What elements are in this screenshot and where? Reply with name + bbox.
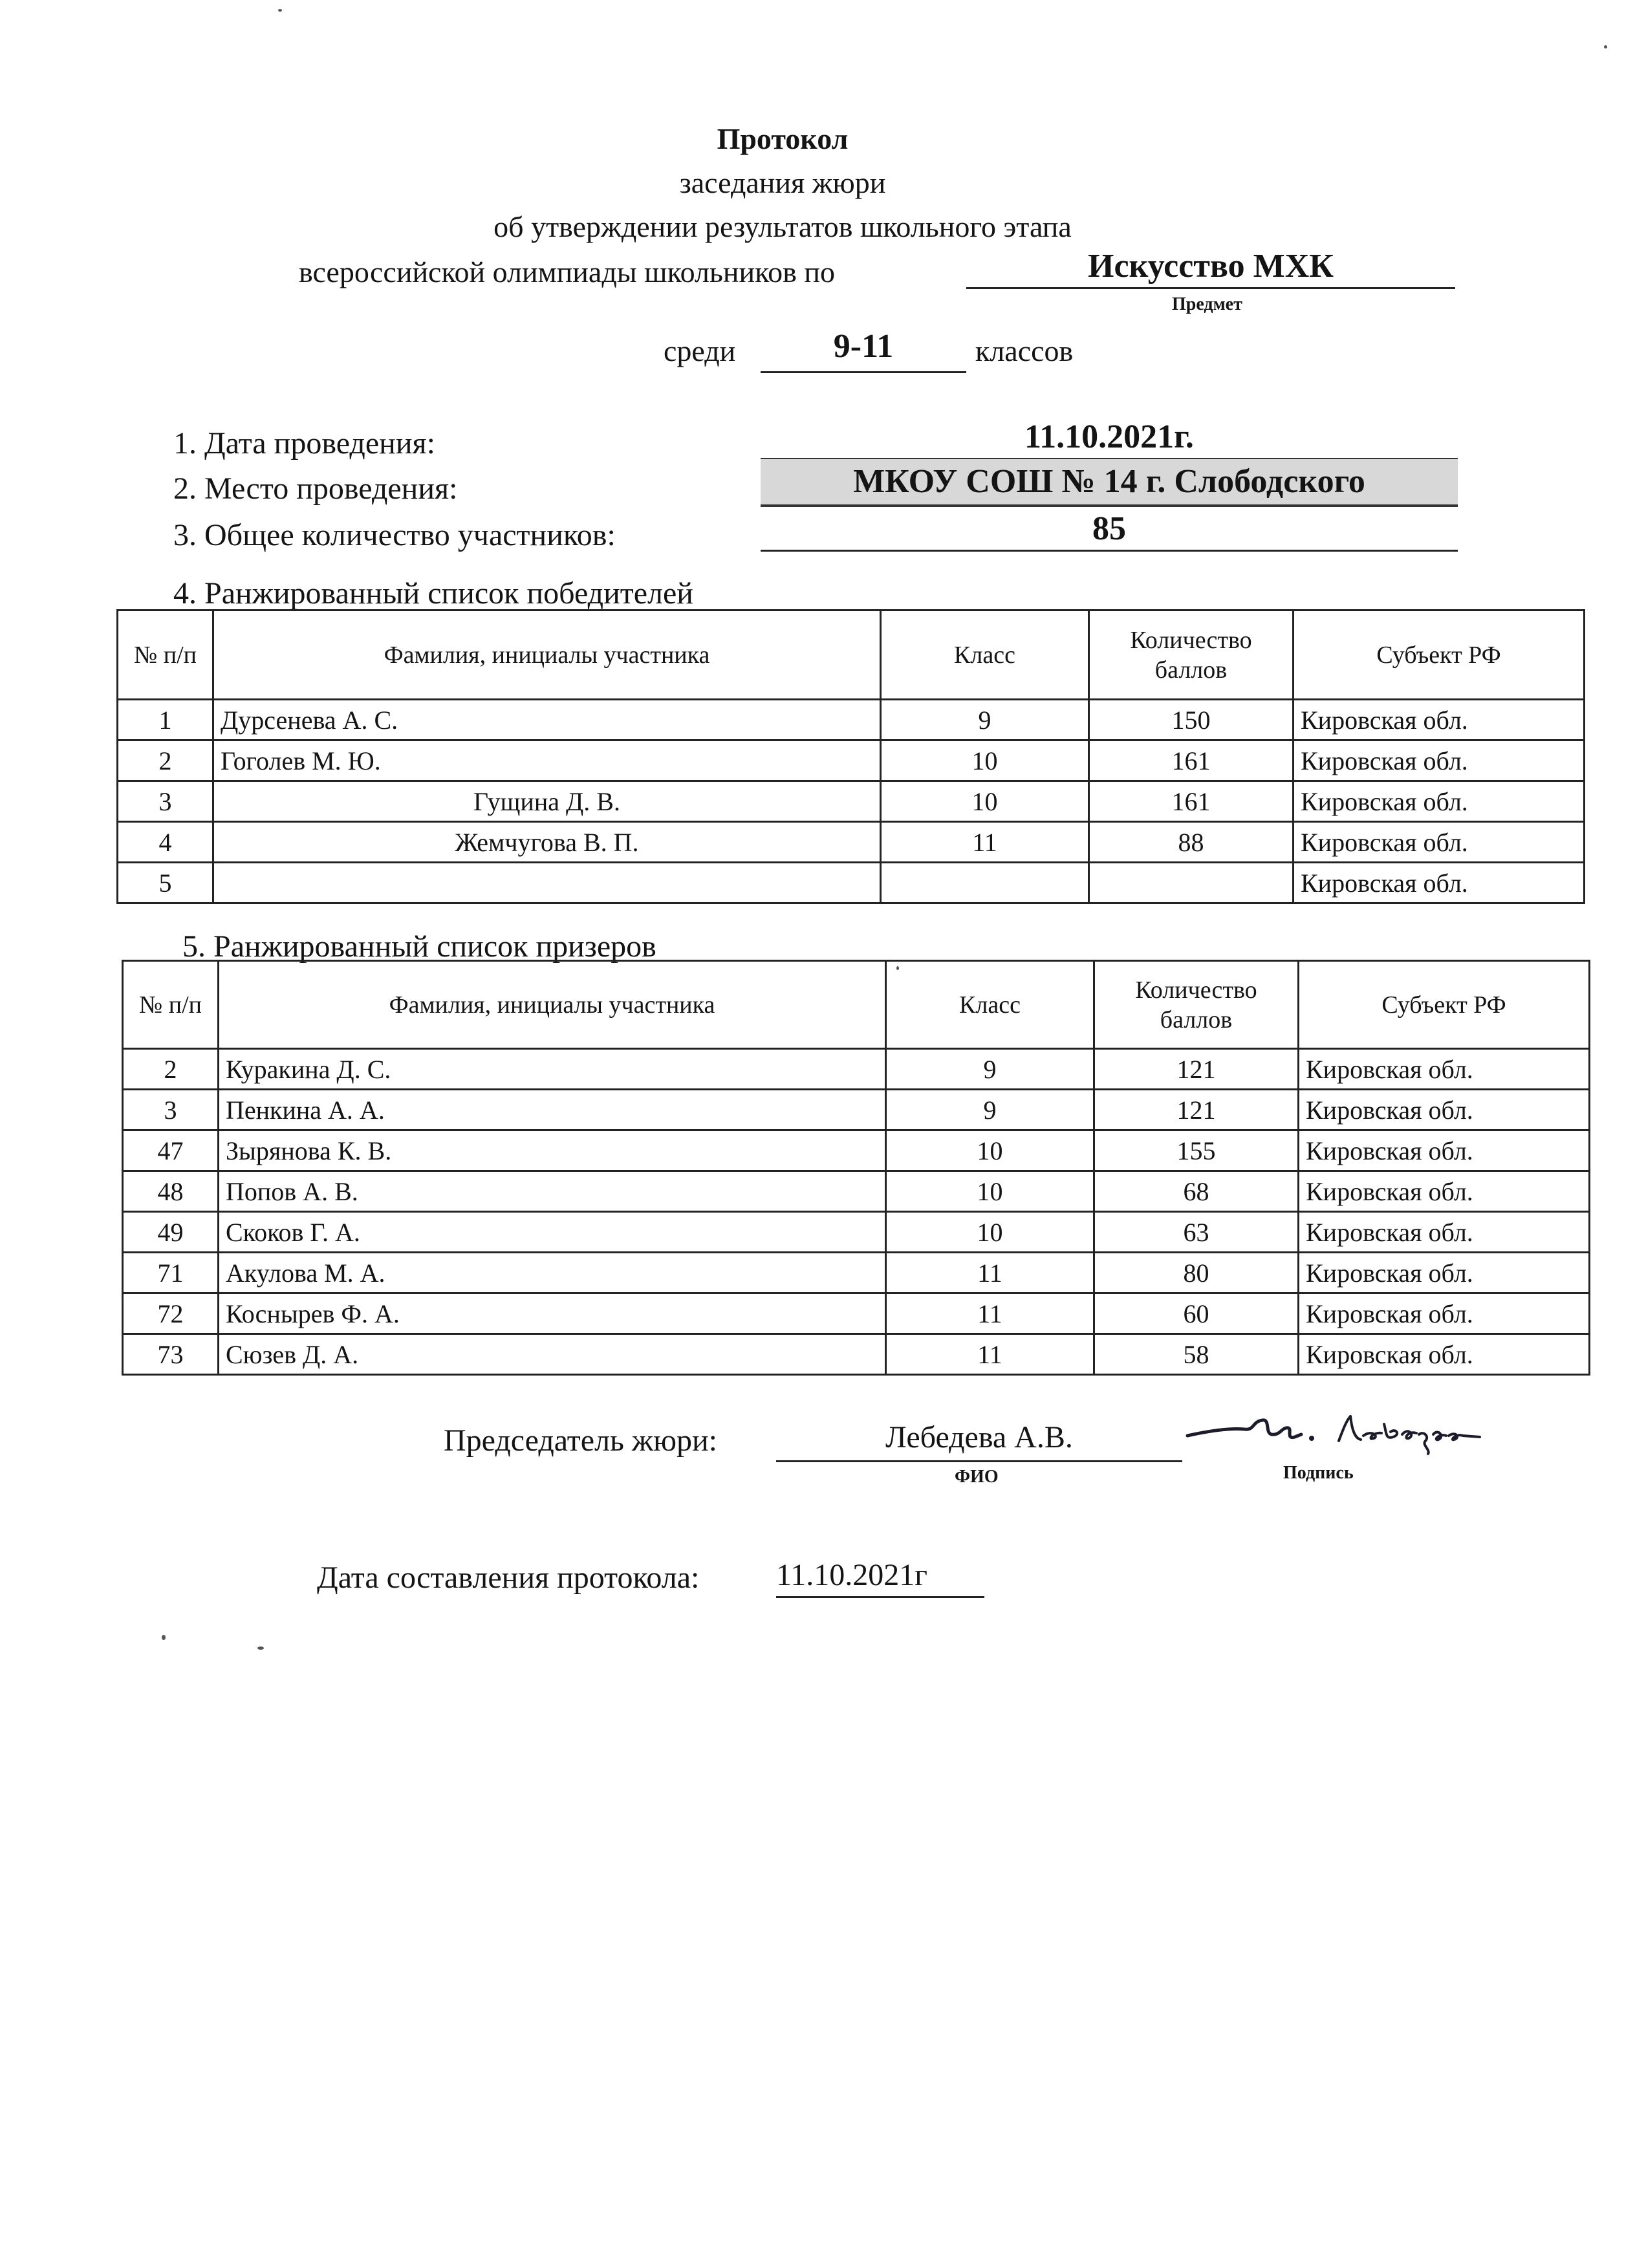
compiled-label: Дата составления протокола: — [317, 1561, 700, 1595]
scan-speck — [278, 9, 282, 12]
scan-speck — [162, 1635, 166, 1640]
prizewinners-header-row — [123, 961, 1590, 1049]
scan-speck — [257, 1647, 264, 1650]
participant-name: Зырянова К. В. — [219, 1130, 886, 1171]
participant-name: Куракина Д. С. — [219, 1049, 886, 1090]
table-row — [123, 1334, 1590, 1375]
participant-region: Кировская обл. — [1299, 1253, 1590, 1293]
participant-grade: 10 — [886, 1171, 1094, 1212]
subject-value: Искусство МХК — [966, 246, 1455, 289]
participant-name: Дурсенева А. С. — [213, 700, 881, 740]
participant-score: 150 — [1089, 700, 1294, 740]
row-number: 5 — [118, 863, 213, 903]
row-number: 48 — [123, 1171, 219, 1212]
table-row — [123, 1090, 1590, 1130]
participant-name: Коснырев Ф. А. — [219, 1293, 886, 1334]
winners-table — [116, 609, 1585, 904]
participant-name: Гущина Д. В. — [213, 781, 881, 822]
participant-score: 68 — [1094, 1171, 1299, 1212]
table-row — [123, 1293, 1590, 1334]
row-number: 73 — [123, 1334, 219, 1375]
row-number: 71 — [123, 1253, 219, 1293]
chair-label: Председатель жюри: — [444, 1423, 717, 1458]
row-number: 49 — [123, 1212, 219, 1253]
col-header-number: № п/п — [118, 610, 213, 700]
signature-caption: Подпись — [1283, 1463, 1354, 1483]
participant-grade: 9 — [881, 700, 1089, 740]
document-title: Протокол — [717, 122, 849, 155]
participant-grade: 10 — [881, 781, 1089, 822]
participant-name: Сюзев Д. А. — [219, 1334, 886, 1375]
col-header-grade: Класс — [881, 610, 1089, 700]
col-header-name: Фамилия, инициалы участника — [213, 610, 881, 700]
table-row — [118, 781, 1585, 822]
table-row — [123, 1049, 1590, 1090]
participant-score: 155 — [1094, 1130, 1299, 1171]
prizewinners-heading: 5. Ранжированный список призеров — [182, 929, 656, 964]
place-label: 2. Место проведения: — [173, 471, 458, 506]
participant-score: 88 — [1089, 822, 1294, 863]
table-row — [118, 700, 1585, 740]
signature-scribble — [1185, 1405, 1482, 1456]
prizewinners-table — [122, 960, 1590, 1376]
participant-region: Кировская обл. — [1294, 700, 1585, 740]
participant-grade: 10 — [881, 740, 1089, 781]
classes-label: классов — [975, 334, 1074, 367]
participant-grade: 10 — [886, 1212, 1094, 1253]
winners-heading: 4. Ранжированный список победителей — [173, 576, 693, 610]
col-header-score: Количество баллов — [1089, 610, 1294, 700]
chair-name: Лебедева А.В. — [776, 1415, 1182, 1462]
participant-score: 58 — [1094, 1334, 1299, 1375]
scan-speck — [1604, 45, 1607, 49]
row-number: 2 — [118, 740, 213, 781]
participant-grade: 11 — [886, 1253, 1094, 1293]
participant-score: 161 — [1089, 781, 1294, 822]
participant-grade — [881, 863, 1089, 903]
date-label: 1. Дата проведения: — [173, 426, 435, 460]
participant-grade: 9 — [886, 1049, 1094, 1090]
table-row — [123, 1212, 1590, 1253]
grades-value: 9-11 — [761, 326, 966, 373]
participant-region: Кировская обл. — [1299, 1212, 1590, 1253]
compiled-date: 11.10.2021г — [776, 1555, 984, 1598]
col-header-region: Субъект РФ — [1294, 610, 1585, 700]
participant-region: Кировская обл. — [1299, 1293, 1590, 1334]
among-label: среди — [664, 334, 736, 367]
table-row — [123, 1130, 1590, 1171]
participant-score: 161 — [1089, 740, 1294, 781]
date-value: 11.10.2021г. — [761, 416, 1458, 460]
count-label: 3. Общее количество участников: — [173, 518, 616, 552]
scan-speck — [896, 966, 899, 970]
row-number: 3 — [123, 1090, 219, 1130]
col-header-grade: Класс — [886, 961, 1094, 1049]
table-row — [118, 740, 1585, 781]
row-number: 72 — [123, 1293, 219, 1334]
participant-region: Кировская обл. — [1294, 740, 1585, 781]
row-number: 4 — [118, 822, 213, 863]
table-row — [123, 1171, 1590, 1212]
place-value: МКОУ СОШ № 14 г. Слободского — [761, 459, 1458, 507]
participant-region: Кировская обл. — [1299, 1334, 1590, 1375]
participant-region: Кировская обл. — [1294, 781, 1585, 822]
participant-region: Кировская обл. — [1299, 1049, 1590, 1090]
participant-region: Кировская обл. — [1299, 1130, 1590, 1171]
participant-score — [1089, 863, 1294, 903]
table-row — [123, 1253, 1590, 1293]
subject-caption: Предмет — [1172, 294, 1242, 314]
row-number: 47 — [123, 1130, 219, 1171]
participant-name: Скоков Г. А. — [219, 1212, 886, 1253]
participant-region: Кировская обл. — [1294, 863, 1585, 903]
header-line-1: заседания жюри — [679, 166, 886, 199]
fio-caption: ФИО — [955, 1467, 999, 1487]
participant-grade: 11 — [886, 1293, 1094, 1334]
signature — [1185, 1405, 1482, 1456]
participant-name: Пенкина А. А. — [219, 1090, 886, 1130]
participant-name: Гоголев М. Ю. — [213, 740, 881, 781]
table-row — [118, 822, 1585, 863]
participant-name: Жемчугова В. П. — [213, 822, 881, 863]
header-line-2: об утверждении результатов школьного этапа — [493, 210, 1072, 243]
col-header-score: Количество баллов — [1094, 961, 1299, 1049]
participant-score: 121 — [1094, 1049, 1299, 1090]
col-header-name: Фамилия, инициалы участника — [219, 961, 886, 1049]
header-line-3: всероссийской олимпиады школьников по — [299, 255, 835, 288]
participant-grade: 11 — [881, 822, 1089, 863]
participant-score: 63 — [1094, 1212, 1299, 1253]
col-header-number: № п/п — [123, 961, 219, 1049]
participant-grade: 10 — [886, 1130, 1094, 1171]
participant-name — [213, 863, 881, 903]
table-row — [118, 863, 1585, 903]
row-number: 1 — [118, 700, 213, 740]
participant-grade: 9 — [886, 1090, 1094, 1130]
participant-region: Кировская обл. — [1299, 1171, 1590, 1212]
row-number: 2 — [123, 1049, 219, 1090]
participant-score: 80 — [1094, 1253, 1299, 1293]
participant-name: Акулова М. А. — [219, 1253, 886, 1293]
participant-grade: 11 — [886, 1334, 1094, 1375]
col-header-region: Субъект РФ — [1299, 961, 1590, 1049]
participant-score: 121 — [1094, 1090, 1299, 1130]
participant-name: Попов А. В. — [219, 1171, 886, 1212]
participant-region: Кировская обл. — [1299, 1090, 1590, 1130]
row-number: 3 — [118, 781, 213, 822]
count-value: 85 — [761, 508, 1458, 552]
participant-score: 60 — [1094, 1293, 1299, 1334]
participant-region: Кировская обл. — [1294, 822, 1585, 863]
winners-header-row — [118, 610, 1585, 700]
